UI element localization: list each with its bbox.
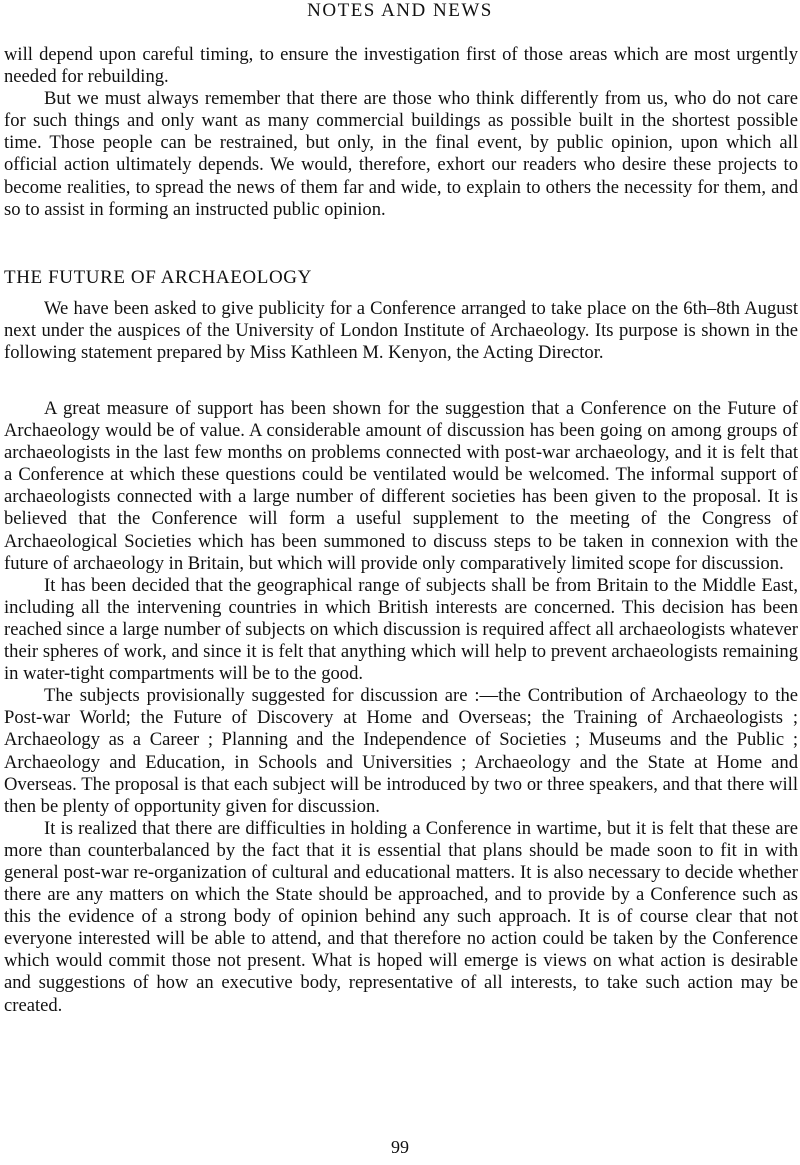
intro-paragraph-2: But we must always remember that there are those who think differently from us, who do not care for such things and only want as many commercial buildings as possible built in the shortest possible time. Those people can be restrained, but only, in the final event, by public opinion, upon which all official action ultimately depends. We would, therefore, exhort our readers who desire these projects to become realities, to spread the news of them far and wide, to explain to others the necessity for them, and so to assist in forming an instructed public opinion. <box>4 88 798 220</box>
statement-paragraph-3: The subjects provisionally suggested for discussion are :—the Contribution of Archaeology to the Post-war World; the Future of Discovery at Home and Overseas; the Training of Archaeologists ; Archaeology as a Career ; Planning and the Independence of Societies ; Museums and the Public ; Archaeology and Education, in Schools and Universities ; Archaeology and the State at Home and Overseas. The proposal is that each subject will be introduced by two or three speakers, and that there will then be plenty of opportunity given for discussion. <box>4 685 798 817</box>
running-head: NOTES AND NEWS <box>307 0 493 21</box>
statement-paragraph-1: A great measure of support has been shown for the suggestion that a Conference on the Future of Archaeology would be of value. A considerable amount of discussion has been going on among groups of archaeologists in the last few months on problems connected with post-war archaeology, and it is felt that a Conference at which these questions could be ventilated would be welcomed. The informal support of archaeologists connected with a large number of different societies has been given to the proposal. It is believed that the Conference will form a useful supplement to the meeting of the Congress of Archaeological Societies which has been summoned to discuss steps to be taken in connexion with the future of archaeology in Britain, but which will provide only comparatively limited scope for discussion. <box>4 398 798 574</box>
intro-paragraph-1: will depend upon careful timing, to ensure the investigation first of those areas which are most urgently needed for rebuilding. <box>4 44 798 88</box>
intro-text <box>4 44 798 221</box>
lead-paragraph: We have been asked to give publicity for a Conference arranged to take place on the 6th–8th August next under the auspices of the University of London Institute of Archaeology. Its purpose is shown in the following statement prepared by Miss Kathleen M. Kenyon, the Acting Director. <box>4 298 798 364</box>
section-lead <box>4 298 798 364</box>
page-number: 99 <box>391 1137 409 1157</box>
section-heading: THE FUTURE OF ARCHAEOLOGY <box>4 267 312 288</box>
statement-paragraph-4: It is realized that there are difficulties in holding a Conference in wartime, but it is felt that these are more than counterbalanced by the fact that it is essential that plans should be made soon to fit in with general post-war re-organization of cultural and educational matters. It is also necessary to decide whether there are any matters on which the State should be approached, and to provide by a Conference such as this the evidence of a strong body of opinion behind any such approach. It is of course clear that not everyone interested will be able to attend, and that therefore no action could be taken by the Conference which would commit those not present. What is hoped will emerge is views on what action is desirable and suggestions of how an executive body, representative of all interests, to take such action may be created. <box>4 817 798 1016</box>
statement-paragraph-2: It has been decided that the geographical range of subjects shall be from Britain to the Middle East, including all the intervening countries in which British interests are concerned. This decision has been reached since a large number of subjects on which discussion is required affect all archaeologists whatever their spheres of work, and since it is felt that anything which will help to prevent archaeologists remaining in water-tight compartments will be to the good. <box>4 574 798 685</box>
statement-text <box>4 398 798 1017</box>
